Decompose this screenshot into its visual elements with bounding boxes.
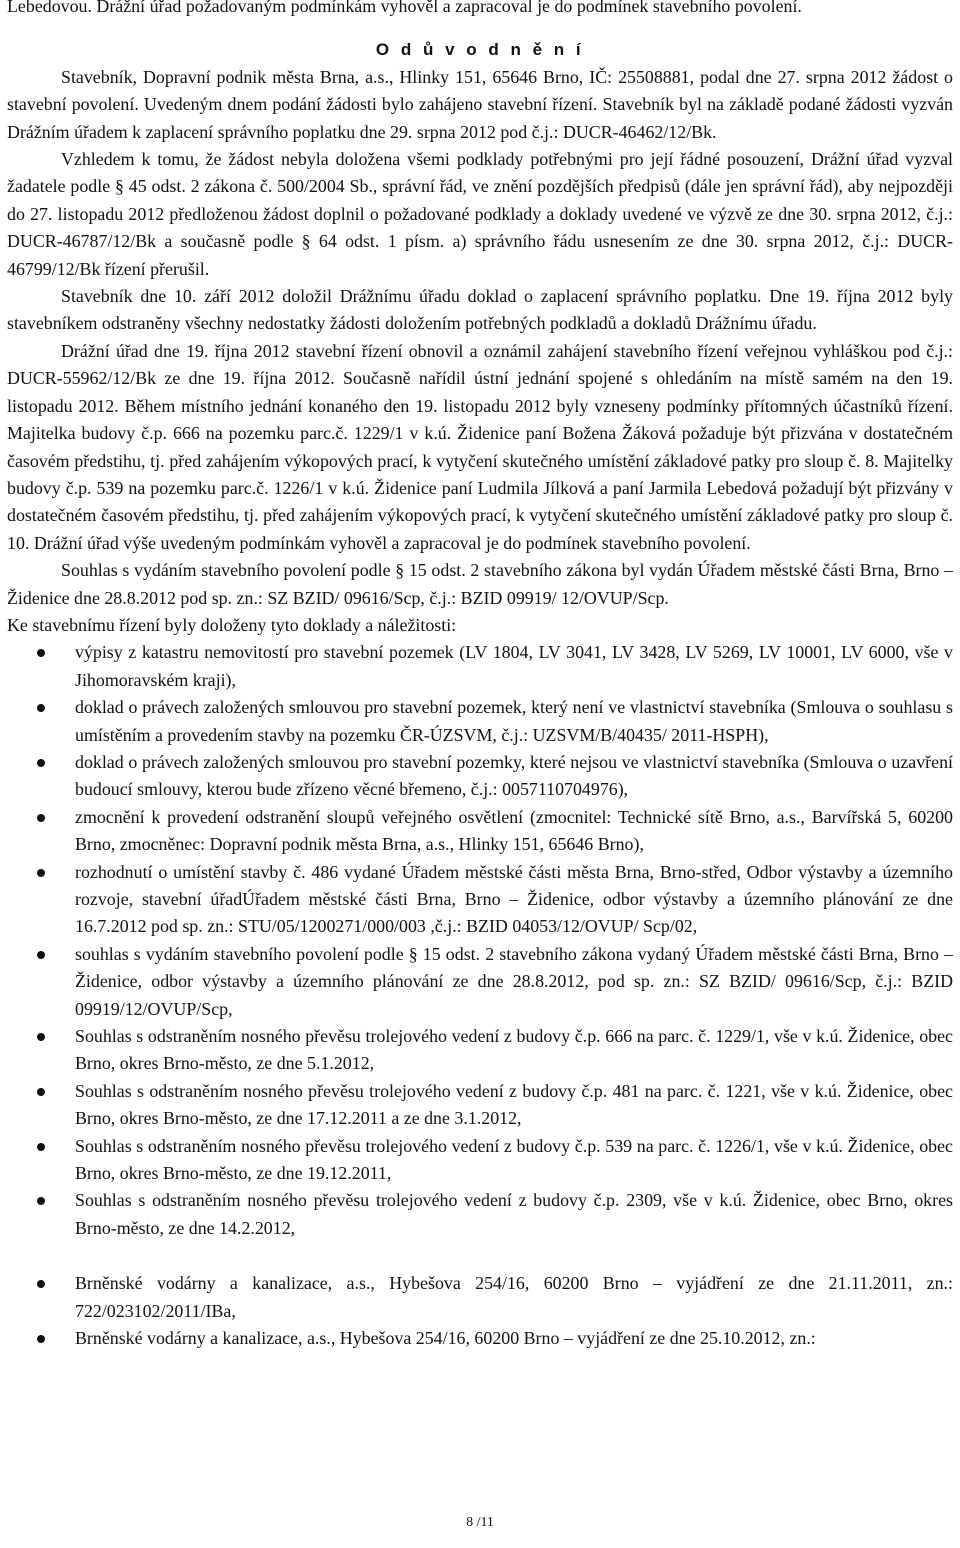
bullet-icon	[37, 814, 45, 822]
bullet-icon	[37, 869, 45, 877]
list-item	[7, 1133, 953, 1188]
bullet-icon	[37, 1033, 45, 1041]
list-item-text: Souhlas s odstraněním nosného převěsu trolejového vedení z budovy č.p. 539 na parc. č. 1226/1, vše v k.ú. Židenice, obec Brno, okres Brno-město, ze dne 19.12.2011,	[75, 1135, 953, 1184]
documents-list	[7, 639, 953, 1352]
list-item	[7, 1270, 953, 1325]
list-item-text: výpisy z katastru nemovitostí pro stavební pozemek (LV 1804, LV 3041, LV 3428, LV 5269, LV 10001, LV 6000, vše v Jihomoravském kraji),	[75, 642, 953, 690]
paragraph-4: Drážní úřad dne 19. října 2012 stavební řízení obnovil a oznámil zahájení stavebního řízení veřejnou vyhláškou pod č.j.: DUCR-55962/12/Bk ze dne 19. října 2012. Současně nařídil ústní jednání spojené s ohledáním na místě samém na den 19. listopadu 2012. Během místního jednání konaného den 19. listopadu 2012 byly vzneseny podmínky přítomných účastníků řízení. Majitelka budovy č.p. 666 na pozemku parc.č. 1229/1 v k.ú. Židenice paní Božena Žáková požaduje být přizvána v dostatečném časovém předstihu, tj. před zahájením výkopových prací, k vytyčení skutečného umístění základové patky pro sloup č. 8. Majitelky budovy č.p. 539 na pozemku parc.č. 1226/1 v k.ú. Židenice paní Ludmila Jílková a paní Jarmila Lebedová požadují být přizvány v dostatečném časovém předstihu, tj. před zahájením výkopových prací, k vytyčení skutečného umístění základové patky pro sloup č. 10. Drážní úřad výše uvedeným podmínkám vyhověl a zapracoval je do podmínek stavebního povolení.	[7, 340, 953, 553]
list-item-text: zmocnění k provedení odstranění sloupů veřejného osvětlení (zmocnitel: Technické sítě Brno, a.s., Barvířská 5, 60200 Brno, zmocněnec: Dopravní podnik města Brna, a.s., Hlinky 151, 65646 Brno),	[75, 806, 953, 855]
list-item-text: rozhodnutí o umístění stavby č. 486 vydané Úřadem městské části města Brna, Brno-střed, Odbor výstavby a územního rozvoje, stavební úřadÚřadem městské části Brna, Brno – Židenice, odbor výstavby a územního plánování ze dne 16.7.2012 pod sp. zn.: STU/05/1200271/000/003 ,č.j.: BZID 04053/12/OVUP/ Scp/02,	[75, 861, 953, 937]
list-item	[7, 1187, 953, 1242]
bullet-icon	[37, 1197, 45, 1205]
list-item	[7, 1078, 953, 1133]
page-number: 8 /11	[466, 1515, 494, 1530]
bullet-icon	[37, 951, 45, 959]
bullet-icon	[37, 1335, 45, 1343]
list-item	[7, 639, 953, 694]
list-item-text: souhlas s vydáním stavebního povolení podle § 15 odst. 2 stavebního zákona vydaný Úřadem městské části Brna, Brno – Židenice, odbor výstavby a územního plánování ze dne 28.8.2012, pod sp. zn.: SZ BZID/ 09616/Scp, č.j.: BZID 09919/12/OVUP/Scp,	[75, 943, 953, 1019]
list-item	[7, 859, 953, 941]
list-item	[7, 1325, 953, 1352]
document-page	[7, 0, 953, 1353]
list-item	[7, 941, 953, 1023]
bullet-icon	[37, 1143, 45, 1151]
paragraph-2: Vzhledem k tomu, že žádost nebyla doložena všemi podklady potřebnými pro její řádné posouzení, Drážní úřad vyzval žadatele podle § 45 odst. 2 zákona č. 500/2004 Sb., správní řád, ve znění pozdějších předpisů (dále jen správní řád), aby nejpozději do 27. listopadu 2012 předloženou žádost doplnil o požadované podklady a doklady uvedené ve výzvě ze dne 30. srpna 2012, č.j.: DUCR-46787/12/Bk a současně podle § 64 odst. 1 písm. a) správního řádu usnesením ze dne 30. srpna 2012, č.j.: DUCR-46799/12/Bk řízení přerušil.	[7, 149, 953, 279]
paragraph-1: Stavebník, Dopravní podnik města Brna, a.s., Hlinky 151, 65646 Brno, IČ: 25508881, podal dne 27. srpna 2012 žádost o stavební povolení. Uvedeným dnem podání žádosti bylo zahájeno stavební řízení. Stavebník byl na základě podané žádosti vyzván Drážním úřadem k zaplacení správního poplatku dne 29. srpna 2012 pod č.j.: DUCR-46462/12/Bk.	[7, 66, 953, 142]
list-item-text: Souhlas s odstraněním nosného převěsu trolejového vedení z budovy č.p. 2309, vše v k.ú. Židenice, obec Brno, okres Brno-město, ze dne 14.2.2012,	[75, 1190, 953, 1238]
bullet-icon	[37, 1280, 45, 1288]
list-item	[7, 1023, 953, 1078]
list-item-text: Souhlas s odstraněním nosného převěsu trolejového vedení z budovy č.p. 666 na parc. č. 1229/1, vše v k.ú. Židenice, obec Brno, okres Brno-město, ze dne 5.1.2012,	[75, 1026, 953, 1074]
bullet-icon	[37, 649, 45, 657]
continuation-paragraph: Lebedovou. Drážní úřad požadovaným podmínkám vyhověl a zapracoval je do podmínek stavebního povolení.	[7, 0, 802, 16]
list-intro: Ke stavebnímu řízení byly doloženy tyto doklady a náležitosti:	[7, 614, 457, 635]
list-item	[7, 694, 953, 749]
section-heading: O d ů v o d n ě n í	[375, 40, 585, 60]
list-item-text: Brněnské vodárny a kanalizace, a.s., Hybešova 254/16, 60200 Brno – vyjádření ze dne 25.10.2012, zn.:	[75, 1328, 816, 1349]
list-item-text: Brněnské vodárny a kanalizace, a.s., Hybešova 254/16, 60200 Brno – vyjádření ze dne 21.11.2011, zn.: 722/023102/2011/IBa,	[75, 1273, 953, 1321]
list-item-text: doklad o právech založených smlouvou pro stavební pozemek, který není ve vlastnictví stavebníka (Smlouva o souhlasu s umístěním a provedením stavby na pozemku ČR-ÚZSVM, č.j.: UZSVM/B/40435/ 2011-HSPH),	[75, 697, 953, 745]
list-item	[7, 804, 953, 859]
paragraph-3: Stavebník dne 10. září 2012 doložil Drážnímu úřadu doklad o zaplacení správního poplatku. Dne 19. října 2012 byly stavebníkem odstraněny všechny nedostatky žádosti doložením potřebných podkladů a dokladů Drážnímu úřadu.	[7, 286, 953, 334]
bullet-icon	[37, 704, 45, 712]
bullet-icon	[37, 1088, 45, 1096]
list-item-text: Souhlas s odstraněním nosného převěsu trolejového vedení z budovy č.p. 481 na parc. č. 1221, vše v k.ú. Židenice, obec Brno, okres Brno-město, ze dne 17.12.2011 a ze dne 3.1.2012,	[75, 1080, 953, 1129]
list-item	[7, 749, 953, 804]
bullet-icon	[37, 759, 45, 767]
paragraph-5: Souhlas s vydáním stavebního povolení podle § 15 odst. 2 stavebního zákona byl vydán Úřadem městské části Brna, Brno – Židenice dne 28.8.2012 pod sp. zn.: SZ BZID/ 09616/Scp, č.j.: BZID 09919/ 12/OVUP/Scp.	[7, 560, 953, 608]
list-item-text: doklad o právech založených smlouvou pro stavební pozemky, které nejsou ve vlastnictví stavebníka (Smlouva o uzavření budoucí smlouvy, kterou bude zřízeno věcné břemeno, č.j.: 0057110704976),	[75, 751, 953, 800]
